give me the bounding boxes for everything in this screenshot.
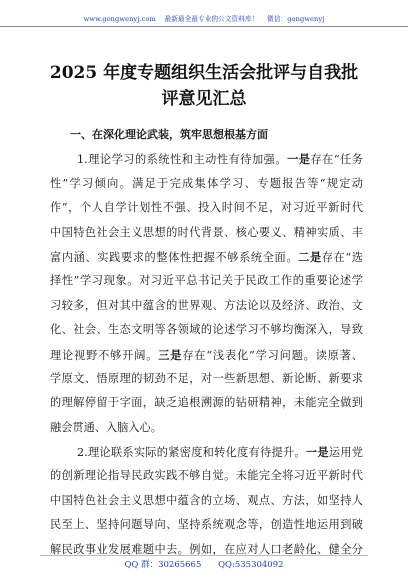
footer-qq-group: QQ 群：30265665 (124, 560, 202, 570)
paragraph-line: 习较多，但对其中蕴含的世界观、方法论以及经济、政治、文 (50, 298, 363, 312)
document-body (50, 123, 363, 562)
paragraph-line: 作”，个人自学计划性不强、投入时间不足，对习近平新时代 (50, 201, 363, 215)
page-footer (0, 558, 408, 570)
emphasis-marker: 一是 (287, 152, 311, 167)
document-title (30, 60, 378, 112)
paragraph-line: 中国特色社会主义思想的时代背景、核心要义、精神实质、丰 (50, 225, 363, 239)
section-heading: 一、在深化理论武装，筑牢思想根基方面 (70, 128, 268, 141)
paragraph-line: 学原文、悟原理的韧劲不足，对一些新思想、新论断、新要求 (50, 371, 363, 385)
header-url[interactable]: www.gongwenyj.com (83, 15, 156, 23)
page-header (0, 0, 408, 27)
footer-qq: QQ:535304092 (218, 560, 284, 570)
paragraph-line: 择性”学习现象。对习近平总书记关于民政工作的重要论述学 (50, 274, 363, 288)
paragraph-line: 1.理论学习的系统性和主动性有待加强。一是存在“任务 (77, 152, 363, 167)
emphasis-marker: 二是 (298, 249, 322, 264)
emphasis-marker: 一是 (305, 445, 329, 460)
title-line-2: 评意见汇总 (161, 89, 247, 109)
paragraph-line: 性”学习倾向。满足于完成集体学习、专题报告等“规定动 (50, 176, 363, 190)
paragraph-line: 融会贯通、入脑入心。 (50, 420, 162, 434)
emphasis-marker: 三是 (158, 347, 183, 362)
header-slogan: 最新最全最专业的公文资料库！ (164, 15, 259, 23)
paragraph-line: 的创新理论指导民政实践不够自觉。未能完全将习近平新时代 (50, 469, 363, 483)
paragraph-line: 中国特色社会主义思想中蕴含的立场、观点、方法，如坚持人 (50, 493, 363, 507)
paragraph-line: 2.理论联系实际的紧密度和转化度有待提升。一是运用党 (77, 445, 363, 460)
title-line-1: 2025 年度专题组织生活会批评与自我批 (49, 63, 359, 83)
paragraph-line: 的理解停留于字面，缺乏追根溯源的钻研精神，未能完全做到 (50, 396, 363, 410)
paragraph-line: 富内涵、实践要求的整体性把握不够系统全面。二是存在“选 (50, 249, 363, 264)
paragraph-line: 解民政事业发展难题中去。例如，在应对人口老龄化、健全分 (50, 542, 363, 556)
header-wechat: 微信：gongwenyj (267, 15, 325, 23)
paragraph-line: 理论视野不够开阔。三是存在“浅表化”学习问题。读原著、 (50, 347, 363, 362)
paragraph-line: 化、社会、生态文明等各领域的论述学习不够均衡深入，导致 (50, 323, 363, 337)
paragraph-line: 民至上、坚持问题导向、坚持系统观念等，创造性地运用到破 (50, 518, 363, 532)
footer-divider (40, 555, 368, 556)
